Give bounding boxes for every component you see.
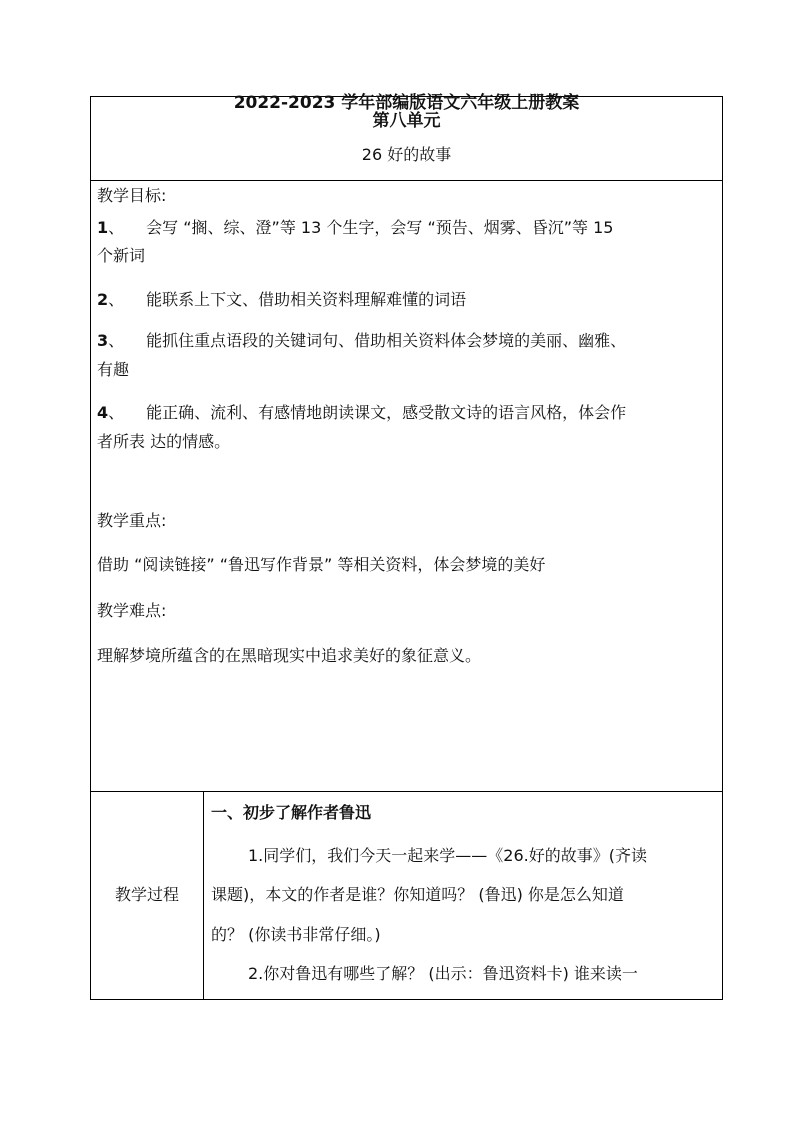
process-line: 的？ (你读书非常仔细。) bbox=[211, 925, 381, 944]
objective-separator: 、 bbox=[108, 218, 125, 237]
objective-text: 能正确、流利、有感情地朗读课文，感受散文诗的语言风格，体会作 bbox=[146, 403, 627, 422]
difficulties-text: 理解梦境所蕴含的在黑暗现实中追求美好的象征意义。 bbox=[97, 646, 482, 665]
objective-item-3-cont: 有趣 bbox=[97, 360, 130, 379]
key-points-heading: 教学重点: bbox=[97, 511, 167, 530]
document-title: 2022-2023 学年部编版语文六年级上册教案 bbox=[233, 93, 580, 113]
process-divider bbox=[91, 791, 722, 792]
process-line: 1.同学们，我们今天一起来学——《26.好的故事》(齐读 bbox=[248, 846, 647, 865]
objective-text: 能抓住重点语段的关键词句、借助相关资料体会梦境的美丽、幽雅、 bbox=[146, 331, 627, 350]
objective-separator: 、 bbox=[108, 290, 125, 309]
objective-number: 3 bbox=[97, 331, 109, 350]
objective-text: 能联系上下文、借助相关资料理解难懂的词语 bbox=[146, 290, 467, 309]
lesson-title: 26 好的故事 bbox=[361, 145, 452, 164]
objective-item-4-cont: 者所表 达的情感。 bbox=[97, 432, 231, 451]
difficulties-heading: 教学难点: bbox=[97, 601, 167, 620]
objective-separator: 、 bbox=[108, 403, 125, 422]
process-line: 2.你对鲁迅有哪些了解？ (出示：鲁迅资料卡) 谁来读一 bbox=[248, 964, 638, 983]
objective-item-2 bbox=[97, 290, 466, 310]
objective-item-4 bbox=[97, 403, 626, 423]
objective-number: 2 bbox=[97, 290, 109, 309]
lesson-plan-table bbox=[90, 93, 723, 1000]
objective-item-1-cont: 个新词 bbox=[97, 246, 146, 265]
objective-separator: 、 bbox=[108, 331, 125, 350]
objective-number: 4 bbox=[97, 403, 109, 422]
key-points-text: 借助 “阅读链接” “鲁迅写作背景” 等相关资料，体会梦境的美好 bbox=[97, 555, 546, 574]
unit-title: 第八单元 bbox=[372, 111, 441, 131]
process-column-divider bbox=[203, 791, 204, 999]
process-line: 课题)，本文的作者是谁？你知道吗？ (鲁迅) 你是怎么知道 bbox=[211, 885, 624, 904]
objective-number: 1 bbox=[97, 218, 109, 237]
process-label: 教学过程 bbox=[114, 885, 179, 904]
header-divider bbox=[91, 180, 722, 181]
objective-item-1 bbox=[97, 218, 613, 238]
process-section-title: 一、初步了解作者鲁迅 bbox=[211, 803, 372, 822]
objective-item-3 bbox=[97, 331, 626, 351]
objective-text: 会写 “搁、综、澄”等 13 个生字，会写 “预告、烟雾、昏沉”等 15 bbox=[146, 218, 614, 237]
objectives-heading: 教学目标: bbox=[97, 186, 167, 205]
